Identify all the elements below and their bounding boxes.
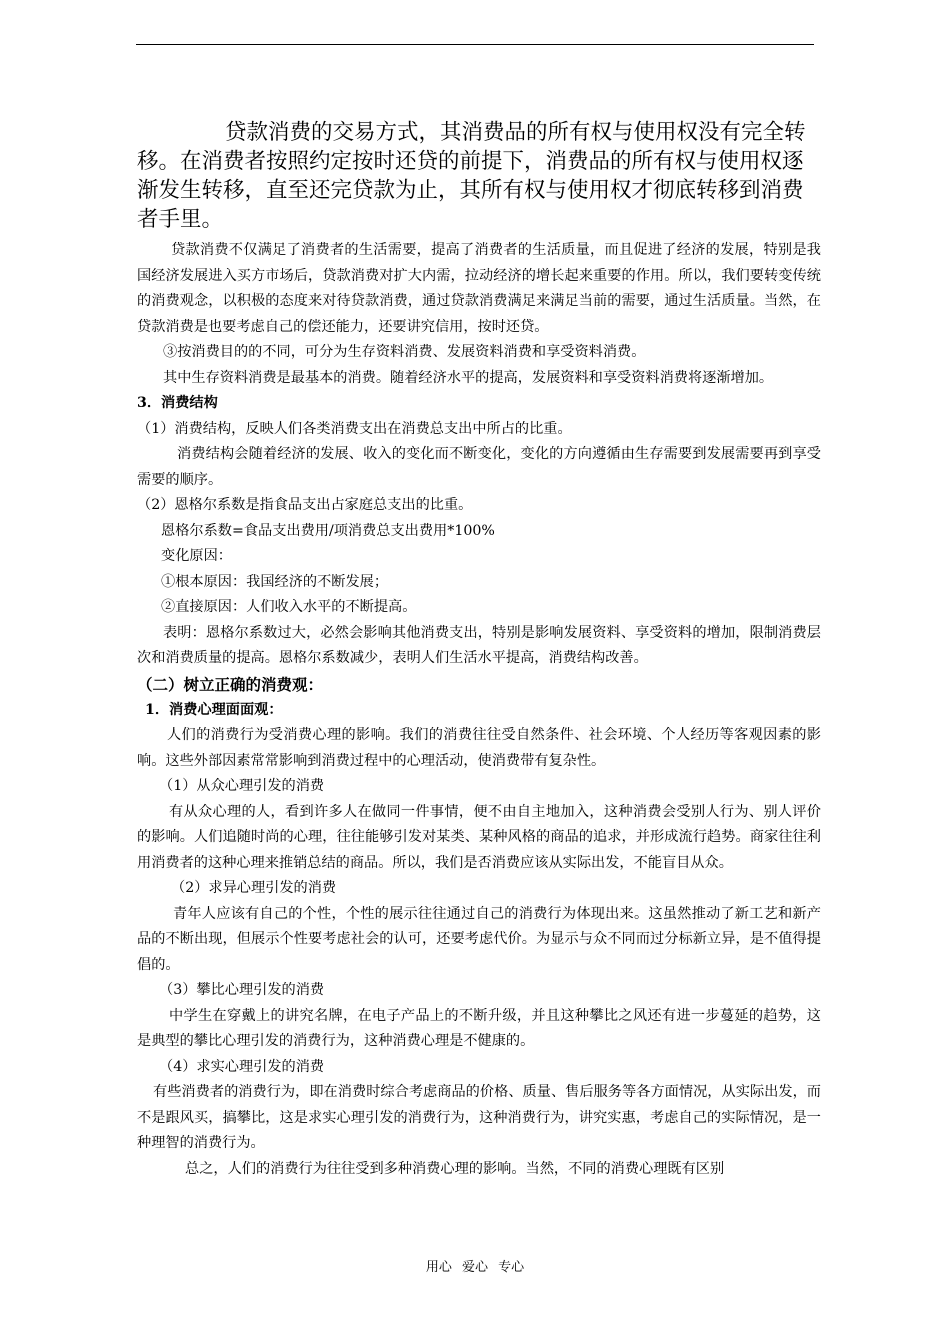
paragraph: 消费结构会随着经济的发展、收入的变化而不断变化，变化的方向遵循由生存需要到发展需要再到享受需要的顺序。: [137, 446, 821, 488]
paragraph: （2）恩格尔系数是指食品支出占家庭总支出的比重。: [137, 497, 473, 513]
section-heading: 3．消费结构: [137, 395, 218, 411]
header-rule: [136, 44, 814, 45]
paragraph: 有从众心理的人，看到许多人在做同一件事情，便不由自主地加入，这种消费会受别人行为、别人评价的影响。人们追随时尚的心理，往往能够引发对某类、某种风格的商品的追求，并形成流行趋势。商家往往利用消费者的这种心理来推销总结的商品。所以，我们是否消费应该从实际出发，不能盲目从众。: [137, 803, 821, 871]
paragraph: 总之，人们的消费行为往往受到多种消费心理的影响。当然，不同的消费心理既有区别: [185, 1160, 725, 1177]
paragraph: ③按消费目的的不同，可分为生存资料消费、发展资料消费和享受资料消费。: [163, 344, 646, 360]
paragraph: 其中生存资料消费是最基本的消费。随着经济水平的提高，发展资料和享受资料消费将逐渐增加。: [163, 369, 774, 386]
paragraph: 青年人应该有自己的个性，个性的展示往往通过自己的消费行为体现出来。这虽然推动了新工艺和新产品的不断出现，但展示个性要考虑社会的认可，还要考虑代价。为显示与众不同而过分标新立异，是不值得提倡的。: [137, 905, 821, 973]
subheading: （2）求异心理引发的消费: [171, 880, 337, 896]
list-item: ②直接原因：人们收入水平的不断提高。: [161, 599, 417, 615]
paragraph: 人们的消费行为受消费心理的影响。我们的消费往往受自然条件、社会环境、个人经历等客观因素的影响。这些外部因素常常影响到消费过程中的心理活动，使消费带有复杂性。: [137, 727, 821, 769]
section-heading: （二）树立正确的消费观：: [137, 674, 324, 694]
subheading: （3）攀比心理引发的消费: [159, 982, 325, 998]
page-footer: 用心 爱心 专心: [425, 1260, 525, 1275]
paragraph: 贷款消费不仅满足了消费者的生活需要，提高了消费者的生活质量，而且促进了经济的发展，特别是我国经济发展进入买方市场后，贷款消费对扩大内需，拉动经济的增长起来重要的作用。所以，我们要转变传统的消费观念，以积极的态度来对待贷款消费，通过贷款消费满足来满足当前的需要，通过生活质量。当然，在贷款消费是也要考虑自己的偿还能力，还要讲究信用，按时还贷。: [137, 242, 821, 335]
paragraph: 有些消费者的消费行为，即在消费时综合考虑商品的价格、质量、售后服务等各方面情况，从实际出发，而不是跟风买，搞攀比，这是求实心理引发的消费行为，这种消费行为，讲究实惠，考虑自己的实际情况，是一种理智的消费行为。: [137, 1084, 821, 1151]
paragraph: 变化原因：: [161, 548, 232, 564]
formula: 恩格尔系数=食品支出费用/项消费总支出费用*100%: [161, 522, 495, 539]
document-body: [137, 118, 821, 1182]
large-paragraph: 贷款消费的交易方式，其消费品的所有权与使用权没有完全转移。在消费者按照约定按时还贷的前提下，消费品的所有权与使用权逐渐发生转移，直至还完贷款为止，其所有权与使用权才彻底转移到消费者手里。: [137, 120, 806, 232]
subheading: （4）求实心理引发的消费: [159, 1058, 325, 1075]
paragraph: 中学生在穿戴上的讲究名牌，在电子产品上的不断升级，并且这种攀比之风还有进一步蔓延的趋势，这是典型的攀比心理引发的消费行为，这种消费心理是不健康的。: [137, 1007, 821, 1049]
paragraph: 表明：恩格尔系数过大，必然会影响其他消费支出，特别是影响发展资料、享受资料的增加，限制消费层次和消费质量的提高。恩格尔系数减少，表明人们生活水平提高，消费结构改善。: [137, 624, 821, 666]
list-item: ①根本原因：我国经济的不断发展；: [161, 573, 389, 590]
paragraph: （1）消费结构，反映人们各类消费支出在消费总支出中所占的比重。: [137, 420, 572, 437]
section-heading: 1．消费心理面面观：: [145, 701, 283, 718]
subheading: （1）从众心理引发的消费: [159, 778, 325, 794]
